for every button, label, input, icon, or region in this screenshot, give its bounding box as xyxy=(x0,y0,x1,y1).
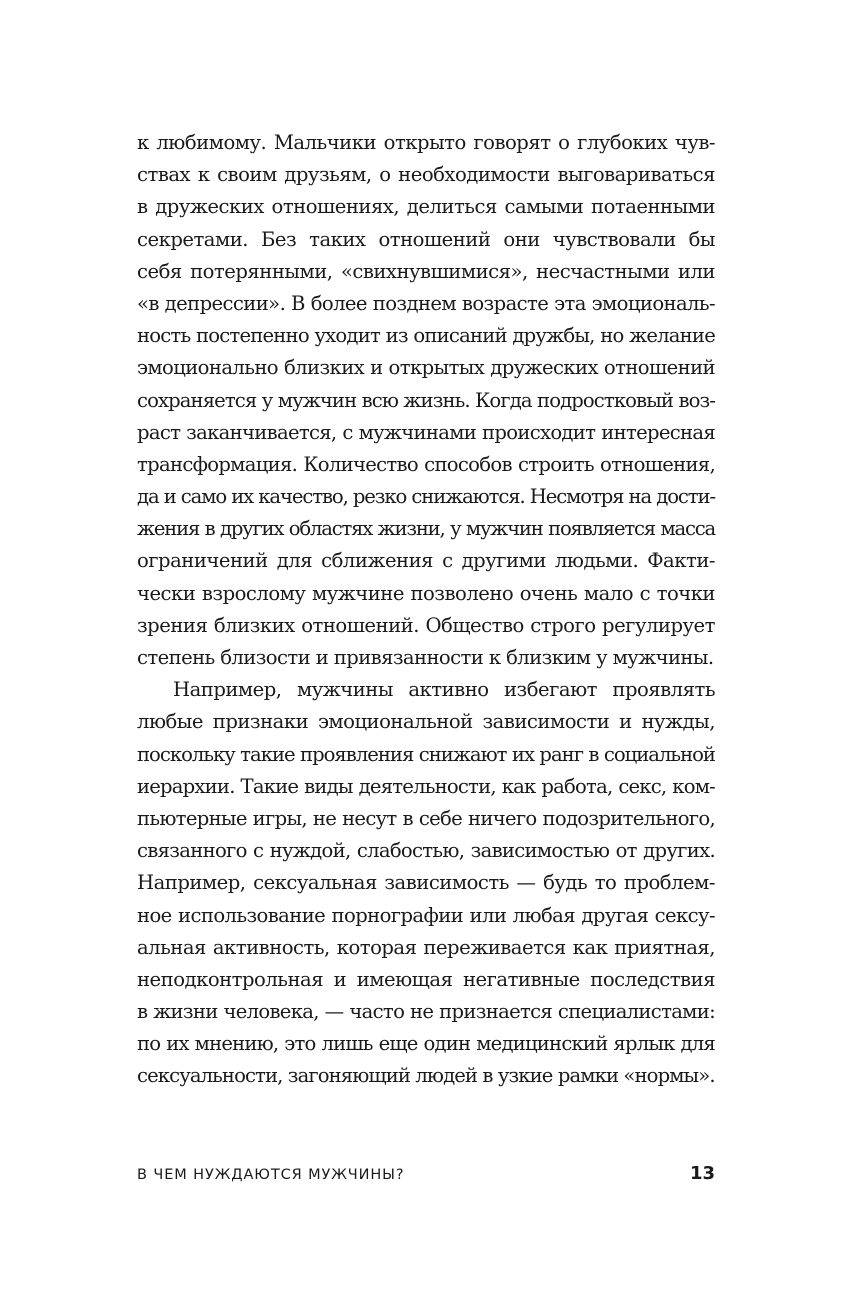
body-text xyxy=(137,127,715,1093)
text-line: да и само их качество, резко снижаются. Несмотря на дости- xyxy=(137,485,715,509)
text-line: сохраняется у мужчин всю жизнь. Когда подростковый воз- xyxy=(137,388,715,412)
text-line: в дружеских отношениях, делиться самыми потаенными xyxy=(137,195,715,219)
text-line: жения в других областях жизни, у мужчин появляется масса xyxy=(137,517,715,541)
text-line: связанного с нуждой, слабостью, зависимостью от других. xyxy=(137,839,715,863)
text-line: раст заканчивается, с мужчинами происходит интересная xyxy=(137,420,715,444)
text-line: сексуальности, загоняющий людей в узкие рамки «нормы». xyxy=(137,1064,715,1088)
page-footer xyxy=(137,1161,715,1191)
text-line: неподконтрольная и имеющая негативные последствия xyxy=(137,967,715,991)
text-line: себя потерянными, «свихнувшимися», несчастными или xyxy=(137,259,715,283)
paragraph-1 xyxy=(137,127,715,674)
text-line: ограничений для сближения с другими людьми. Факти- xyxy=(137,549,715,573)
text-line: чески взрослому мужчине позволено очень мало с точки xyxy=(137,581,715,605)
text-line: по их мнению, это лишь еще один медицинский ярлык для xyxy=(137,1032,715,1056)
text-line: эмоционально близких и открытых дружеских отношений xyxy=(137,356,715,380)
text-line: ное использование порнографии или любая другая сексу- xyxy=(137,903,715,927)
text-line: альная активность, которая переживается как приятная, xyxy=(137,935,715,959)
running-head: В ЧЕМ НУЖДАЮТСЯ МУЖЧИНЫ? xyxy=(137,1167,405,1183)
text-line: Например, мужчины активно избегают проявлять xyxy=(173,678,715,702)
page-number: 13 xyxy=(689,1163,715,1184)
text-line: зрения близких отношений. Общество строго регулирует xyxy=(137,613,715,637)
text-line: «в депрессии». В более позднем возрасте эта эмоциональ- xyxy=(137,291,715,315)
text-line: ствах к своим друзьям, о необходимости выговариваться xyxy=(137,163,715,187)
text-line: степень близости и привязанности к близким у мужчины. xyxy=(137,646,714,669)
text-line: к любимому. Мальчики открыто говорят о глубоких чув- xyxy=(137,131,715,154)
text-line: в жизни человека, — часто не признается специалистами: xyxy=(137,1000,715,1024)
text-line: трансформация. Количество способов строить отношения, xyxy=(137,452,715,476)
text-line: иерархии. Такие виды деятельности, как работа, секс, ком- xyxy=(137,774,715,798)
text-line: поскольку такие проявления снижают их ранг в социальной xyxy=(137,742,715,766)
text-line: Например, сексуальная зависимость — будь то проблем- xyxy=(137,871,715,895)
text-line: ность постепенно уходит из описаний дружбы, но желание xyxy=(137,324,715,348)
text-line: пьютерные игры, не несут в себе ничего подозрительного, xyxy=(137,806,715,830)
text-line: секретами. Без таких отношений они чувствовали бы xyxy=(137,227,715,251)
text-line: любые признаки эмоциональной зависимости и нужды, xyxy=(137,710,715,734)
paragraph-2 xyxy=(137,674,715,1092)
